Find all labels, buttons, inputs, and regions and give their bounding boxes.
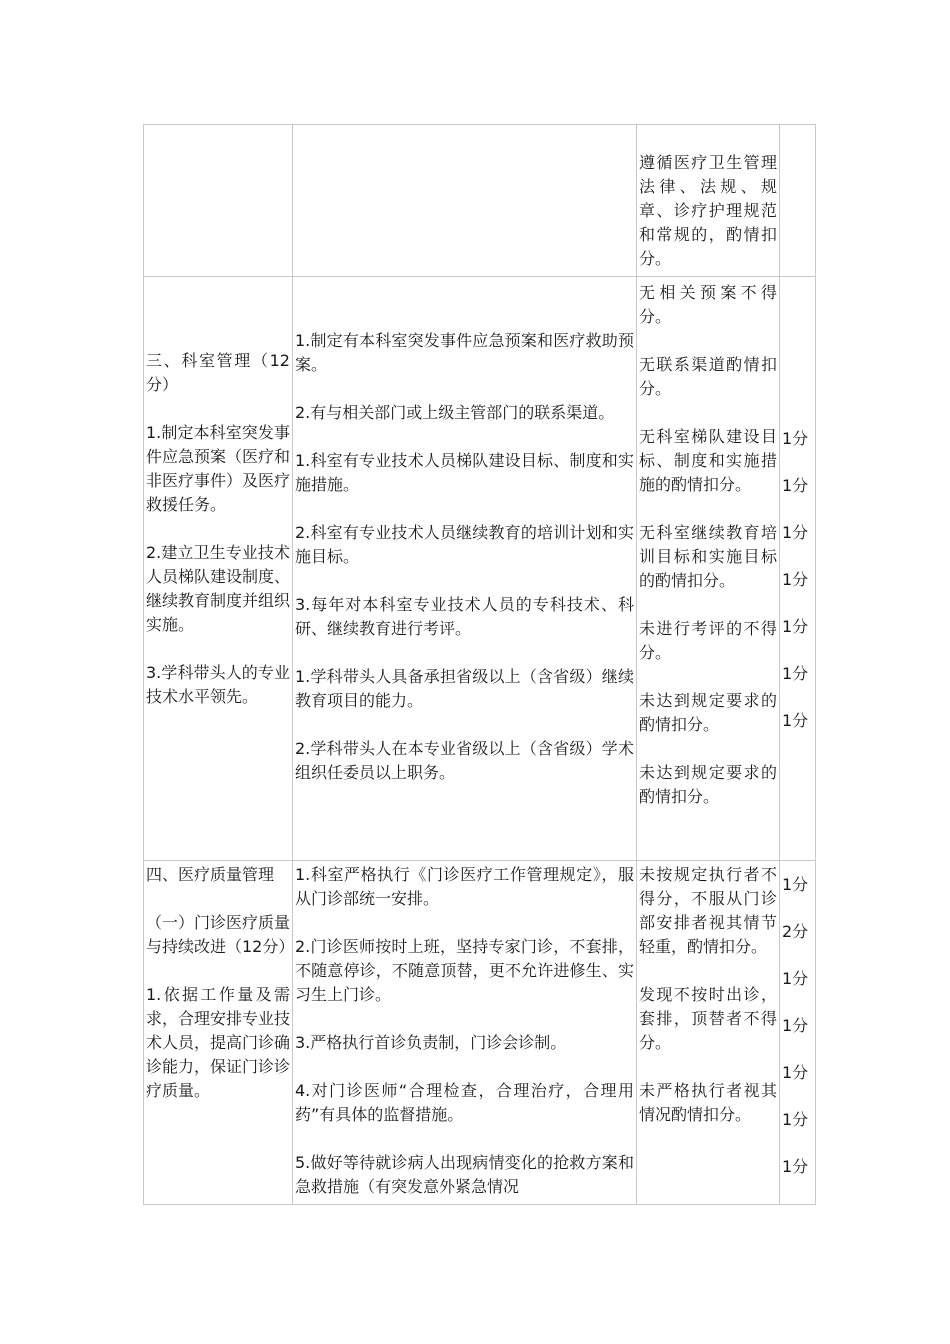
row3-standard-cell: [293, 861, 637, 1205]
deduction-item: 无科室梯队建设目标、制度和实施措施的酌情扣分。: [639, 427, 777, 494]
deduction-item: 发现不按时出诊，套排，顶替者不得分。: [639, 985, 777, 1052]
score-value: 1分: [782, 570, 809, 589]
score-value: 1分: [782, 969, 809, 988]
row2-standard-cell: [293, 277, 637, 861]
row2-score-cell: [780, 277, 816, 861]
deduction-item: 未达到规定要求的酌情扣分。: [639, 763, 777, 806]
score-value: 1分: [782, 1063, 809, 1082]
score-value: 1分: [782, 1110, 809, 1129]
deduction-item: 未按规定执行者不得分，不服从门诊部安排者视其情节轻重，酌情扣分。: [639, 865, 777, 956]
row3-deduction-cell: [637, 861, 780, 1205]
score-value: 1分: [782, 523, 809, 542]
score-value: 1分: [782, 617, 809, 636]
deduction-item: 未严格执行者视其情况酌情扣分。: [639, 1081, 777, 1124]
category-item: 3.学科带头人的专业技术水平领先。: [146, 663, 290, 706]
standard-item: 1.制定有本科室突发事件应急预案和医疗救助预案。: [295, 331, 634, 374]
table-row-3: [144, 861, 816, 1205]
score-value: 2分: [782, 922, 809, 941]
score-value: 1分: [782, 711, 809, 730]
standard-item: 1.科室严格执行《门诊医疗工作管理规定》，服从门诊部统一安排。: [295, 865, 634, 908]
subsection-title: （一）门诊医疗质量与持续改进（12分）: [146, 913, 295, 956]
row1-score-cell: [780, 125, 816, 277]
standard-item: 2.门诊医师按时上班，坚持专家门诊，不套排，不随意停诊，不随意顶替，更不允许进修生、实习生上门诊。: [295, 937, 634, 1004]
category-item: 2.建立卫生专业技术人员梯队建设制度、继续教育制度并组织实施。: [146, 543, 291, 634]
section-title: 三、科室管理（12分）: [146, 351, 290, 394]
deduction-item: 无相关预案不得分。: [639, 283, 777, 326]
row3-score-cell: [780, 861, 816, 1205]
row1-standard-cell: [293, 125, 637, 277]
standard-item: 2.有与相关部门或上级主管部门的联系渠道。: [295, 403, 615, 422]
score-value: 1分: [782, 664, 809, 683]
standard-item: 3.严格执行首诊负责制，门诊会诊制。: [295, 1033, 567, 1052]
row2-deduction-cell: [637, 277, 780, 861]
standard-item: 4.对门诊医师“合理检查，合理治疗，合理用药”有具体的监督措施。: [295, 1081, 634, 1124]
row1-category-cell: [144, 125, 293, 277]
score-value: 1分: [782, 1016, 809, 1035]
deduction-item: 未进行考评的不得分。: [639, 619, 777, 662]
category-item: 1.依据工作量及需求，合理安排专业技术人员，提高门诊确诊能力，保证门诊诊疗质量。: [146, 985, 291, 1100]
category-item: 1.制定本科室突发事件应急预案（医疗和非医疗事件）及医疗救援任务。: [146, 423, 291, 514]
score-value: 1分: [782, 429, 809, 448]
table-row-2: [144, 277, 816, 861]
standard-item: 1.科室有专业技术人员梯队建设目标、制度和实施措施。: [295, 451, 634, 494]
row3-category-cell: [144, 861, 293, 1205]
score-value: 1分: [782, 476, 809, 495]
standard-item: 3.每年对本科室专业技术人员的专科技术、科研、继续教育进行考评。: [295, 595, 634, 638]
section-title: 四、医疗质量管理: [146, 865, 275, 884]
deduction-text: 遵循医疗卫生管理法律、法规、规章、诊疗护理规范和常规的，酌情扣分。: [639, 153, 777, 268]
standard-item: 5.做好等待就诊病人出现病情变化的抢救方案和急救措施（有突发意外紧急情况: [295, 1153, 634, 1196]
deduction-item: 未达到规定要求的酌情扣分。: [639, 691, 777, 734]
deduction-item: 无科室继续教育培训目标和实施目标的酌情扣分。: [639, 523, 777, 590]
table-row-1: [144, 125, 816, 277]
standard-item: 2.学科带头人在本专业省级以上（含省级）学术组织任委员以上职务。: [295, 739, 634, 782]
assessment-table: [143, 124, 816, 1205]
deduction-item: 无联系渠道酌情扣分。: [639, 355, 777, 398]
row1-deduction-cell: [637, 125, 780, 277]
standard-item: 2.科室有专业技术人员继续教育的培训计划和实施目标。: [295, 523, 634, 566]
score-value: 1分: [782, 1157, 809, 1176]
row2-category-cell: [144, 277, 293, 861]
standard-item: 1.学科带头人具备承担省级以上（含省级）继续教育项目的能力。: [295, 667, 634, 710]
score-value: 1分: [782, 875, 809, 894]
